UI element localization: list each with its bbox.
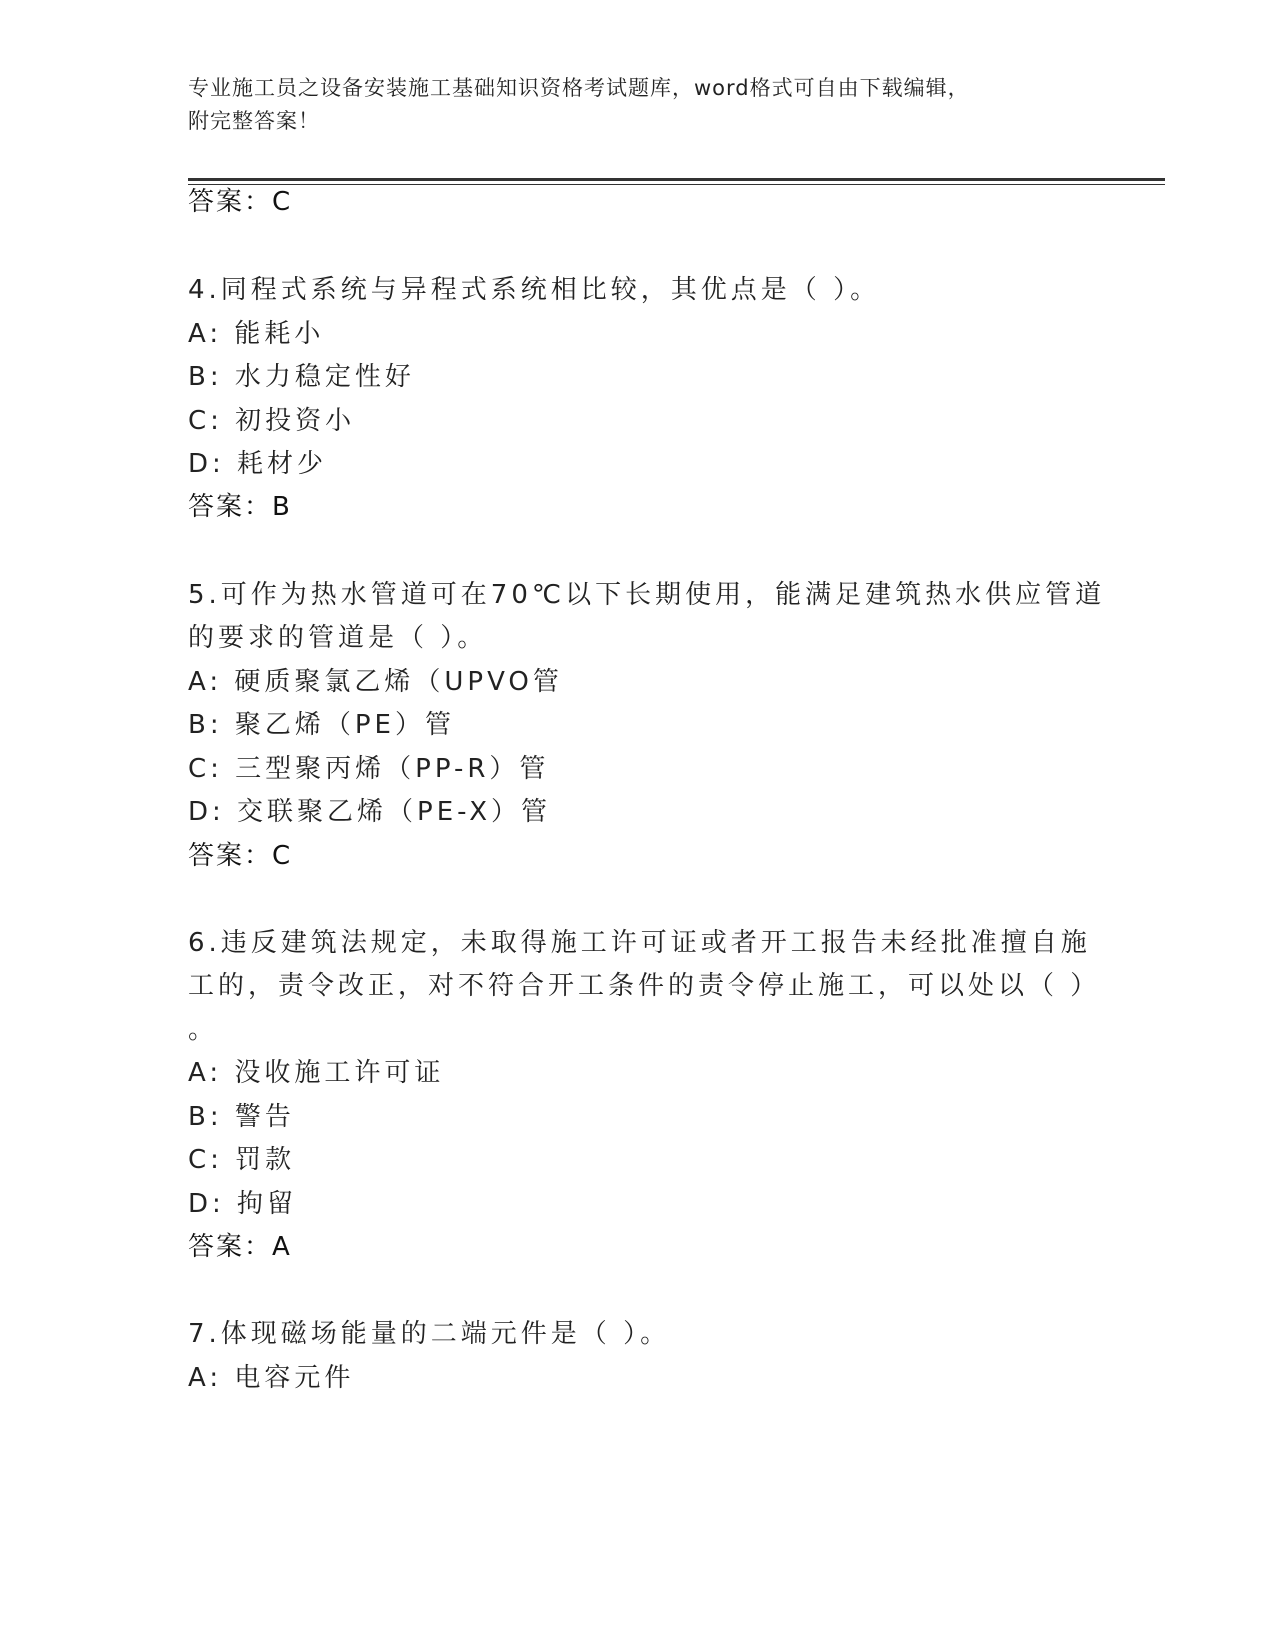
question-stem-line: 。 [188, 1015, 219, 1045]
answer-previous: 答案：C [188, 187, 293, 217]
answer: 答案：B [188, 492, 292, 522]
option-d: D: 耗材少 [188, 449, 328, 479]
option-b: B: 水力稳定性好 [188, 362, 415, 392]
option-d: D: 交联聚乙烯（PE-X）管 [188, 797, 552, 827]
option-c: C: 初投资小 [188, 406, 356, 436]
option-a: A: 硬质聚氯乙烯（UPVO管 [188, 667, 563, 697]
document-header [188, 72, 1088, 138]
option-b: B: 聚乙烯（PE）管 [188, 710, 455, 740]
answer: 答案：A [188, 1232, 292, 1262]
question-stem-line: 工的，责令改正，对不符合开工条件的责令停止施工，可以处以（ ） [188, 971, 1101, 1001]
header-line-1: 专业施工员之设备安装施工基础知识资格考试题库，word格式可自由下载编辑， [188, 76, 970, 100]
question-stem-line: 4.同程式系统与异程式系统相比较，其优点是（ ）。 [188, 275, 881, 305]
option-a: A: 没收施工许可证 [188, 1058, 445, 1088]
question-stem-line: 5.可作为热水管道可在70℃以下长期使用，能满足建筑热水供应管道 [188, 580, 1106, 610]
header-line-2: 附完整答案！ [188, 109, 320, 133]
option-b: B: 警告 [188, 1102, 295, 1132]
option-a: A: 电容元件 [188, 1363, 355, 1393]
answer: 答案：C [188, 841, 293, 871]
option-d: D: 拘留 [188, 1189, 298, 1219]
question-stem-line: 7.体现磁场能量的二端元件是（ ）。 [188, 1319, 671, 1349]
option-c: C: 三型聚丙烯（PP-R）管 [188, 754, 550, 784]
header-divider-thin [188, 184, 1165, 185]
option-a: A: 能耗小 [188, 319, 325, 349]
question-stem-line: 6.违反建筑法规定，未取得施工许可证或者开工报告未经批准擅自施 [188, 928, 1091, 958]
option-c: C: 罚款 [188, 1145, 296, 1175]
header-divider-thick [188, 178, 1165, 181]
question-stem-line: 的要求的管道是（ ）。 [188, 623, 488, 653]
